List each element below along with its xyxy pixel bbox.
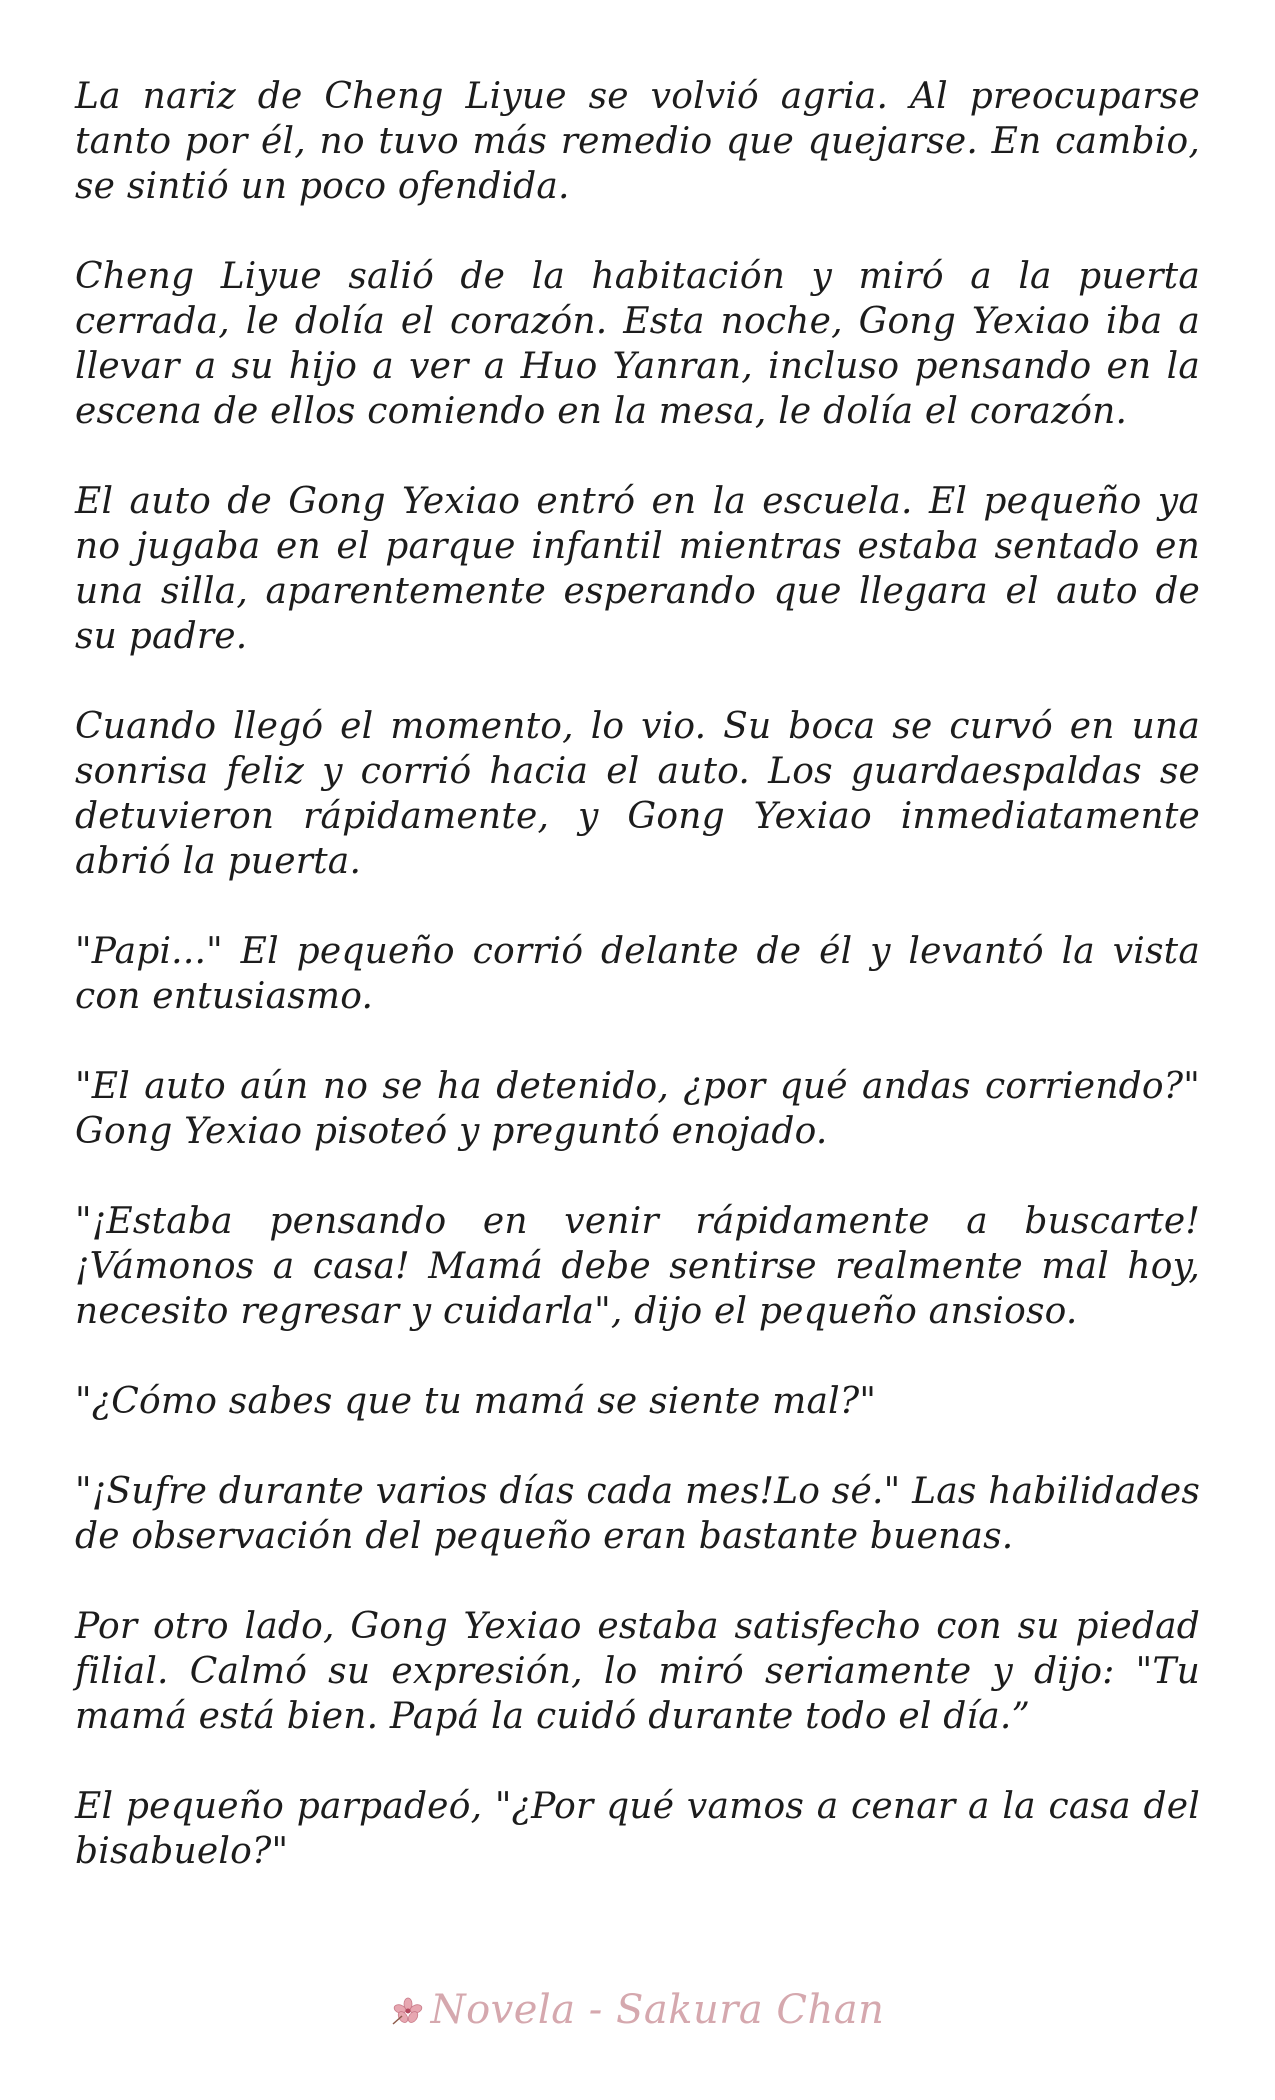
paragraph-7: "¡Estaba pensando en venir rápidamente a buscarte! ¡Vámonos a casa! Mamá debe sentirse realmente mal hoy, necesito regresar y cuidarla", dijo el pequeño ansioso. [75, 1201, 1200, 1332]
paragraph-6: "El auto aún no se ha detenido, ¿por qué andas corriendo?" Gong Yexiao pisoteó y preguntó enojado. [75, 1066, 1200, 1152]
paragraph-10: Por otro lado, Gong Yexiao estaba satisfecho con su piedad filial. Calmó su expresión, lo miró seriamente y dijo: "Tu mamá está bien. Papá la cuidó durante todo el día.” [75, 1606, 1200, 1737]
story-text [75, 74, 1200, 1874]
paragraph-1: La nariz de Cheng Liyue se volvió agria. Al preocuparse tanto por él, no tuvo más remedio que quejarse. En cambio, se sintió un poco ofendida. [75, 76, 1200, 207]
paragraph-3: El auto de Gong Yexiao entró en la escuela. El pequeño ya no jugaba en el parque infantil mientras estaba sentado en una silla, aparentemente esperando que llegara el auto de su padre. [75, 481, 1200, 657]
paragraph-11: El pequeño parpadeó, "¿Por qué vamos a cenar a la casa del bisabuelo?" [75, 1786, 1200, 1872]
watermark-text: Novela - Sakura Chan [430, 1987, 885, 2033]
sakura-flower-icon [391, 1991, 425, 2035]
paragraph-2: Cheng Liyue salió de la habitación y miró a la puerta cerrada, le dolía el corazón. Esta noche, Gong Yexiao iba a llevar a su hijo a ver a Huo Yanran, incluso pensando en la escena de ellos comiendo en la mesa, le dolía el corazón. [75, 256, 1200, 432]
paragraph-4: Cuando llegó el momento, lo vio. Su boca se curvó en una sonrisa feliz y corrió hacia el auto. Los guardaespaldas se detuvieron rápidamente, y Gong Yexiao inmediatamente abrió la puerta. [75, 706, 1200, 882]
watermark [0, 1988, 1275, 2035]
paragraph-9: "¡Sufre durante varios días cada mes!Lo sé." Las habilidades de observación del pequeño eran bastante buenas. [75, 1471, 1200, 1557]
paragraph-8: "¿Cómo sabes que tu mamá se siente mal?" [75, 1381, 877, 1422]
paragraph-5: "Papi..." El pequeño corrió delante de él y levantó la vista con entusiasmo. [75, 931, 1200, 1017]
